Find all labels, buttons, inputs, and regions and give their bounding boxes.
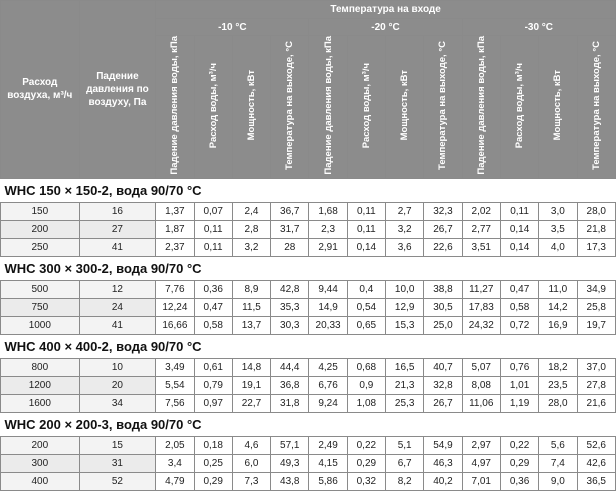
table-cell: 7,3 <box>232 472 270 490</box>
table-cell: 23,5 <box>539 376 577 394</box>
table-cell: 57,1 <box>271 436 309 454</box>
table-cell: 9,24 <box>309 394 347 412</box>
table-cell: 31 <box>79 454 156 472</box>
table-cell: 0,11 <box>500 202 538 220</box>
table-cell: 8,9 <box>232 280 270 298</box>
table-cell: 3,49 <box>156 358 194 376</box>
table-cell: 36,8 <box>271 376 309 394</box>
table-cell: 0,72 <box>500 316 538 334</box>
table-cell: 0,97 <box>194 394 232 412</box>
table-cell: 2,8 <box>232 220 270 238</box>
table-cell: 500 <box>1 280 80 298</box>
table-cell: 43,8 <box>271 472 309 490</box>
table-cell: 35,3 <box>271 298 309 316</box>
table-cell: 1,08 <box>347 394 385 412</box>
table-cell: 750 <box>1 298 80 316</box>
table-cell: 250 <box>1 238 80 256</box>
section-title: WHC 300 × 300-2, вода 90/70 °C <box>1 256 616 280</box>
table-cell: 200 <box>1 436 80 454</box>
table-cell: 0,11 <box>347 220 385 238</box>
table-cell: 31,7 <box>271 220 309 238</box>
table-cell: 16 <box>79 202 156 220</box>
table-cell: 0,36 <box>500 472 538 490</box>
table-header <box>1 1 616 179</box>
table-cell: 1600 <box>1 394 80 412</box>
table-cell: 41 <box>79 316 156 334</box>
table-cell: 0,11 <box>194 238 232 256</box>
table-cell: 800 <box>1 358 80 376</box>
table-cell: 1200 <box>1 376 80 394</box>
table-cell: 4,15 <box>309 454 347 472</box>
table-cell: 0,29 <box>194 472 232 490</box>
air-pressure-drop-header: Падение давления по воздуху, Па <box>79 1 156 179</box>
table-cell: 4,6 <box>232 436 270 454</box>
table-cell: 7,56 <box>156 394 194 412</box>
table-row <box>1 280 616 298</box>
table-cell: 1,37 <box>156 202 194 220</box>
table-cell: 0,14 <box>347 238 385 256</box>
table-row <box>1 220 616 238</box>
table-cell: 40,7 <box>424 358 462 376</box>
table-cell: 1000 <box>1 316 80 334</box>
power-header: Мощность, кВт <box>539 36 577 179</box>
table-cell: 34 <box>79 394 156 412</box>
table-cell: 16,66 <box>156 316 194 334</box>
table-cell: 300 <box>1 454 80 472</box>
table-cell: 19,7 <box>577 316 616 334</box>
table-cell: 25,3 <box>386 394 424 412</box>
table-cell: 0,29 <box>500 454 538 472</box>
table-row <box>1 454 616 472</box>
table-cell: 10 <box>79 358 156 376</box>
table-cell: 19,1 <box>232 376 270 394</box>
section-title-row <box>1 412 616 436</box>
table-cell: 4,79 <box>156 472 194 490</box>
table-row <box>1 358 616 376</box>
water-pressure-drop-header: Падение давления воды, кПа <box>462 36 500 179</box>
temp-minus-30-header: -30 °C <box>462 19 615 36</box>
section-title-row <box>1 334 616 358</box>
table-row <box>1 472 616 490</box>
water-pressure-drop-header: Падение давления воды, кПа <box>156 36 194 179</box>
table-cell: 52,6 <box>577 436 616 454</box>
table-cell: 2,7 <box>386 202 424 220</box>
table-cell: 0,65 <box>347 316 385 334</box>
table-cell: 0,14 <box>500 220 538 238</box>
table-cell: 4,97 <box>462 454 500 472</box>
table-cell: 22,6 <box>424 238 462 256</box>
table-body <box>1 178 616 490</box>
section-title: WHC 150 × 150-2, вода 90/70 °C <box>1 178 616 202</box>
table-cell: 24,32 <box>462 316 500 334</box>
table-cell: 3,6 <box>386 238 424 256</box>
table-cell: 12,24 <box>156 298 194 316</box>
table-cell: 5,1 <box>386 436 424 454</box>
table-cell: 4,0 <box>539 238 577 256</box>
table-cell: 0,32 <box>347 472 385 490</box>
table-cell: 14,2 <box>539 298 577 316</box>
table-cell: 1,19 <box>500 394 538 412</box>
table-cell: 0,79 <box>194 376 232 394</box>
table-cell: 28,0 <box>539 394 577 412</box>
table-row <box>1 436 616 454</box>
table-cell: 0,07 <box>194 202 232 220</box>
table-cell: 11,0 <box>539 280 577 298</box>
table-cell: 0,4 <box>347 280 385 298</box>
table-cell: 2,02 <box>462 202 500 220</box>
table-row <box>1 202 616 220</box>
table-cell: 6,76 <box>309 376 347 394</box>
table-cell: 0,22 <box>500 436 538 454</box>
table-cell: 11,06 <box>462 394 500 412</box>
table-cell: 34,9 <box>577 280 616 298</box>
table-cell: 5,54 <box>156 376 194 394</box>
table-cell: 0,47 <box>194 298 232 316</box>
table-cell: 2,05 <box>156 436 194 454</box>
water-flow-header: Расход воды, м³/ч <box>500 36 538 179</box>
table-cell: 3,5 <box>539 220 577 238</box>
table-cell: 2,97 <box>462 436 500 454</box>
table-cell: 27,8 <box>577 376 616 394</box>
table-cell: 0,29 <box>347 454 385 472</box>
table-cell: 0,36 <box>194 280 232 298</box>
table-cell: 0,47 <box>500 280 538 298</box>
power-header: Мощность, кВт <box>386 36 424 179</box>
table-cell: 9,0 <box>539 472 577 490</box>
table-cell: 25,8 <box>577 298 616 316</box>
table-cell: 27 <box>79 220 156 238</box>
table-cell: 6,7 <box>386 454 424 472</box>
temp-minus-10-header: -10 °C <box>156 19 309 36</box>
table-cell: 44,4 <box>271 358 309 376</box>
power-header: Мощность, кВт <box>232 36 270 179</box>
table-cell: 0,58 <box>500 298 538 316</box>
table-cell: 0,25 <box>194 454 232 472</box>
table-cell: 26,7 <box>424 220 462 238</box>
table-cell: 0,18 <box>194 436 232 454</box>
table-cell: 16,9 <box>539 316 577 334</box>
table-cell: 2,77 <box>462 220 500 238</box>
table-cell: 49,3 <box>271 454 309 472</box>
table-cell: 11,27 <box>462 280 500 298</box>
table-cell: 54,9 <box>424 436 462 454</box>
section-title: WHC 200 × 200-3, вода 90/70 °C <box>1 412 616 436</box>
table-cell: 0,68 <box>347 358 385 376</box>
outlet-temperature-header: Температура на выходе, °C <box>577 36 616 179</box>
table-cell: 17,83 <box>462 298 500 316</box>
table-cell: 21,3 <box>386 376 424 394</box>
table-cell: 0,11 <box>194 220 232 238</box>
table-cell: 1,01 <box>500 376 538 394</box>
table-cell: 150 <box>1 202 80 220</box>
outlet-temperature-header: Температура на выходе, °C <box>271 36 309 179</box>
table-cell: 26,7 <box>424 394 462 412</box>
inlet-temperature-header: Температура на входе <box>156 1 616 19</box>
table-cell: 11,5 <box>232 298 270 316</box>
table-cell: 30,5 <box>424 298 462 316</box>
table-cell: 28 <box>271 238 309 256</box>
temp-minus-20-header: -20 °C <box>309 19 462 36</box>
table-cell: 24 <box>79 298 156 316</box>
table-cell: 22,7 <box>232 394 270 412</box>
table-cell: 3,0 <box>539 202 577 220</box>
table-cell: 2,37 <box>156 238 194 256</box>
water-flow-header: Расход воды, м³/ч <box>194 36 232 179</box>
table-cell: 5,86 <box>309 472 347 490</box>
table-cell: 1,87 <box>156 220 194 238</box>
table-cell: 7,01 <box>462 472 500 490</box>
table-cell: 9,44 <box>309 280 347 298</box>
water-pressure-drop-header: Падение давления воды, кПа <box>309 36 347 179</box>
table-cell: 0,76 <box>500 358 538 376</box>
table-cell: 4,25 <box>309 358 347 376</box>
table-cell: 7,76 <box>156 280 194 298</box>
table-cell: 6,0 <box>232 454 270 472</box>
table-cell: 21,8 <box>577 220 616 238</box>
table-cell: 25,0 <box>424 316 462 334</box>
water-flow-header: Расход воды, м³/ч <box>347 36 385 179</box>
table-cell: 8,2 <box>386 472 424 490</box>
table-cell: 21,6 <box>577 394 616 412</box>
table-cell: 7,4 <box>539 454 577 472</box>
table-cell: 36,7 <box>271 202 309 220</box>
table-cell: 0,11 <box>347 202 385 220</box>
table-cell: 0,58 <box>194 316 232 334</box>
table-cell: 0,54 <box>347 298 385 316</box>
table-cell: 38,8 <box>424 280 462 298</box>
table-cell: 18,2 <box>539 358 577 376</box>
table-cell: 3,51 <box>462 238 500 256</box>
table-cell: 0,22 <box>347 436 385 454</box>
table-cell: 400 <box>1 472 80 490</box>
table-cell: 15 <box>79 436 156 454</box>
table-cell: 3,2 <box>232 238 270 256</box>
table-cell: 16,5 <box>386 358 424 376</box>
section-title-row <box>1 256 616 280</box>
table-cell: 32,3 <box>424 202 462 220</box>
table-cell: 2,3 <box>309 220 347 238</box>
table-cell: 42,8 <box>271 280 309 298</box>
table-cell: 15,3 <box>386 316 424 334</box>
table-row <box>1 376 616 394</box>
table-cell: 17,3 <box>577 238 616 256</box>
table-cell: 20 <box>79 376 156 394</box>
table-cell: 3,4 <box>156 454 194 472</box>
outlet-temperature-header: Температура на выходе, °C <box>424 36 462 179</box>
table-row <box>1 238 616 256</box>
table-cell: 12,9 <box>386 298 424 316</box>
table-cell: 3,2 <box>386 220 424 238</box>
table-cell: 32,8 <box>424 376 462 394</box>
table-cell: 40,2 <box>424 472 462 490</box>
table-cell: 14,8 <box>232 358 270 376</box>
table-cell: 52 <box>79 472 156 490</box>
table-row <box>1 394 616 412</box>
table-cell: 46,3 <box>424 454 462 472</box>
table-cell: 28,0 <box>577 202 616 220</box>
table-cell: 13,7 <box>232 316 270 334</box>
section-title-row <box>1 178 616 202</box>
section-title: WHC 400 × 400-2, вода 90/70 °C <box>1 334 616 358</box>
table-cell: 14,9 <box>309 298 347 316</box>
table-cell: 2,49 <box>309 436 347 454</box>
table-cell: 10,0 <box>386 280 424 298</box>
table-cell: 0,14 <box>500 238 538 256</box>
table-cell: 8,08 <box>462 376 500 394</box>
table-cell: 5,6 <box>539 436 577 454</box>
table-cell: 2,4 <box>232 202 270 220</box>
table-cell: 0,9 <box>347 376 385 394</box>
table-cell: 42,6 <box>577 454 616 472</box>
table-cell: 31,8 <box>271 394 309 412</box>
table-cell: 12 <box>79 280 156 298</box>
table-cell: 0,61 <box>194 358 232 376</box>
air-flow-header: Расход воздуха, м³/ч <box>1 1 80 179</box>
table-cell: 200 <box>1 220 80 238</box>
table-cell: 37,0 <box>577 358 616 376</box>
table-cell: 1,68 <box>309 202 347 220</box>
table-cell: 2,91 <box>309 238 347 256</box>
table-row <box>1 298 616 316</box>
table-cell: 20,33 <box>309 316 347 334</box>
table-cell: 36,5 <box>577 472 616 490</box>
table-cell: 41 <box>79 238 156 256</box>
table-cell: 30,3 <box>271 316 309 334</box>
table-cell: 5,07 <box>462 358 500 376</box>
table-row <box>1 316 616 334</box>
